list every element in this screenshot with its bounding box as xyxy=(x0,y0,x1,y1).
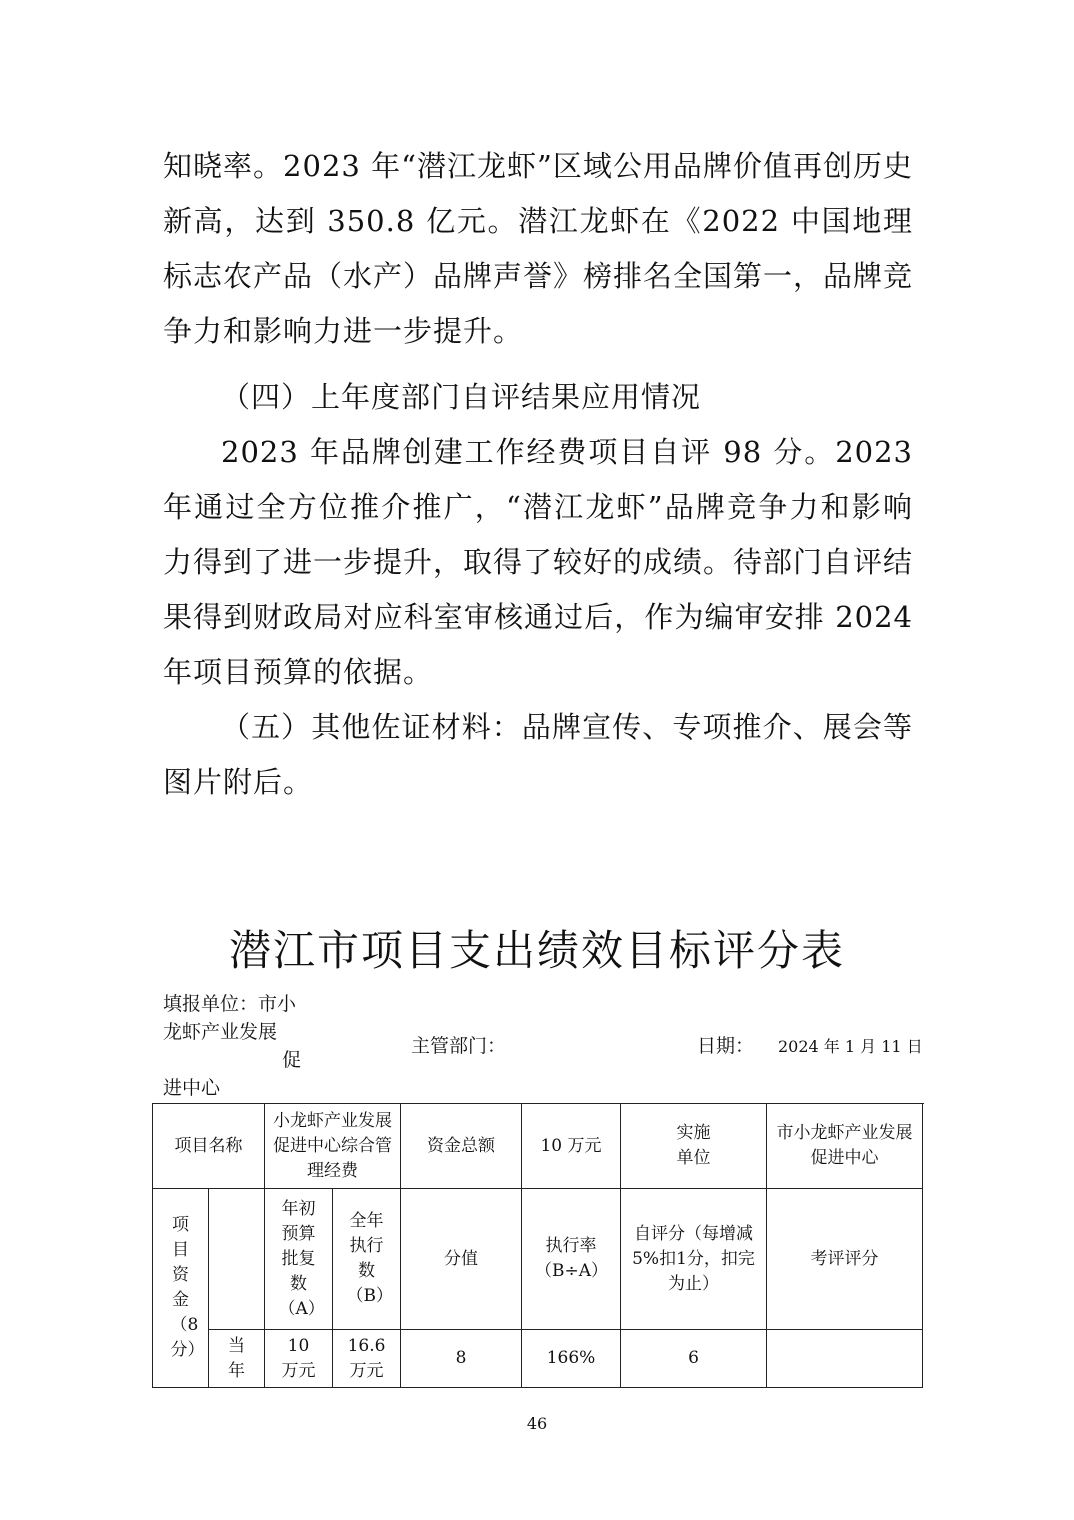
score-table xyxy=(152,1103,923,1388)
project-fund-section-label: 项目资金（8分） xyxy=(153,1189,209,1388)
project-name-label: 项目名称 xyxy=(153,1104,265,1189)
fill-unit-line-2: 龙虾产业发展 xyxy=(163,1021,278,1043)
row-self-score-value: 6 xyxy=(621,1330,767,1388)
body-paragraph-1: 知晓率。2023 年“潜江龙虾”区域公用品牌价值再创历史新高，达到 350.8 亿元。潜江龙虾在《2022 中国地理标志农产品（水产）品牌声誉》榜排名全国第一，品牌竞争力和影响力进一步提升。 xyxy=(163,149,914,348)
date-value: 2024 年 1 月 11 日 xyxy=(778,1037,923,1056)
impl-unit-value: 市小龙虾产业发展促进中心 xyxy=(767,1104,923,1189)
fund-total-label: 资金总额 xyxy=(401,1104,522,1189)
col-rate-header: 执行率（B÷A） xyxy=(522,1189,621,1330)
col-score-header: 分值 xyxy=(401,1189,522,1330)
impl-unit-label: 实施单位 xyxy=(621,1104,767,1189)
date-label: 日期： xyxy=(697,1035,755,1057)
row-budget-value: 10 万元 xyxy=(265,1330,333,1388)
supervising-dept-label: 主管部门： xyxy=(411,1035,507,1057)
page-number: 46 xyxy=(526,1414,548,1433)
body-paragraph-2: 2023 年品牌创建工作经费项目自评 98 分。2023 年通过全方位推介推广，“潜江龙虾”品牌竞争力和影响力得到了进一步提升，取得了较好的成绩。待部门自评结果得到财政局对应科室审核通过后，作为编审安排 2024 年项目预算的依据。 xyxy=(163,435,914,689)
empty-header-cell xyxy=(209,1189,265,1330)
form-title: 潜江市项目支出绩效目标评分表 xyxy=(228,926,845,975)
row-eval-value xyxy=(767,1330,923,1388)
table-row xyxy=(153,1330,923,1388)
col-self-score-header: 自评分（每增减5%扣1分，扣完为止） xyxy=(621,1189,767,1330)
fund-total-value: 10 万元 xyxy=(522,1104,621,1189)
row-year-label: 当年 xyxy=(209,1330,265,1388)
col-budget-header: 年初预算批复数（A） xyxy=(265,1189,333,1330)
fill-unit-label: 填报单位：市小 xyxy=(163,993,297,1015)
row-rate-value: 166% xyxy=(522,1330,621,1388)
row-exec-value: 16.6 万元 xyxy=(333,1330,401,1388)
project-name-value: 小龙虾产业发展促进中心综合管理经费 xyxy=(265,1104,401,1189)
body-paragraph-3: （五）其他佐证材料：品牌宣传、专项推介、展会等图片附后。 xyxy=(163,710,913,799)
col-exec-header: 全年执行数（B） xyxy=(333,1189,401,1330)
col-eval-header: 考评评分 xyxy=(767,1189,923,1330)
row-score-value: 8 xyxy=(401,1330,522,1388)
fill-unit-line-3: 促 xyxy=(282,1049,302,1071)
table-row xyxy=(153,1189,923,1330)
fill-unit-line-4: 进中心 xyxy=(163,1077,221,1099)
section-heading-4: （四）上年度部门自评结果应用情况 xyxy=(221,380,702,414)
table-row xyxy=(153,1104,923,1189)
